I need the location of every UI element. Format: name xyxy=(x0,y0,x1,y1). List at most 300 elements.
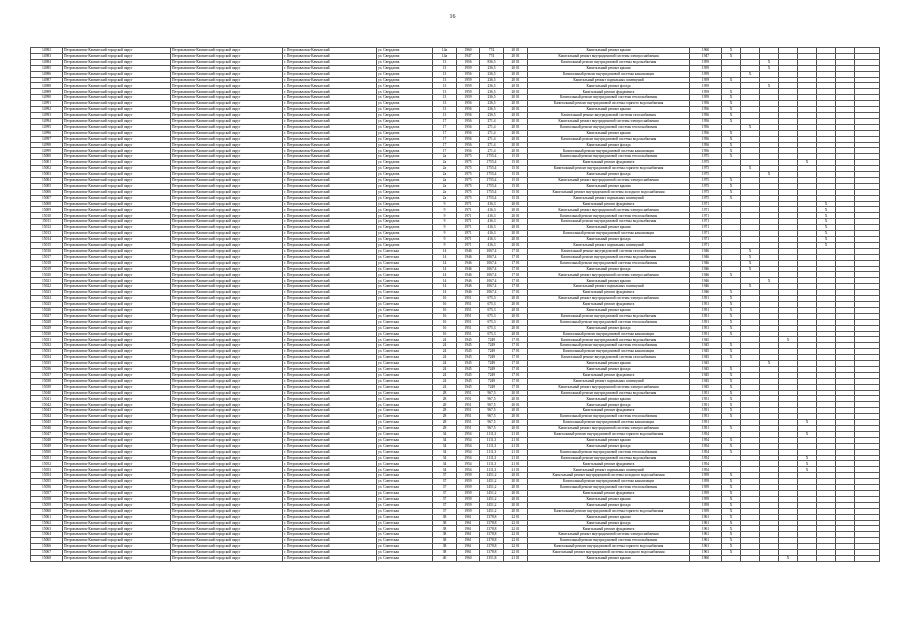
cell-work-type: Капитальный ремонт крыши xyxy=(528,396,690,402)
cell-area: 1067,4 xyxy=(480,290,504,296)
cell-term: 20 01 xyxy=(504,136,528,142)
cell-plan-year: 1946 xyxy=(690,284,722,290)
mark-cell: X xyxy=(722,89,741,95)
cell-municipality: Петропавловск-Камчатский городской округ xyxy=(63,124,171,130)
cell-plan-year: 1961 xyxy=(690,532,722,538)
cell-locality: г. Петропавловск-Камчатский xyxy=(283,384,377,390)
cell-year: 1951 xyxy=(457,402,480,408)
cell-term: 20 01 xyxy=(504,201,528,207)
cell-plan-year: 1961 xyxy=(690,538,722,544)
cell-year: 1945 xyxy=(457,361,480,367)
cell-locality: г. Петропавловск-Камчатский xyxy=(283,284,377,290)
mark-cell: X xyxy=(722,514,741,520)
cell-street: ул. Советская xyxy=(377,396,433,402)
cell-settlement-body: Петропавловск-Камчатский городской округ xyxy=(171,195,283,201)
cell-house: 13 xyxy=(433,59,457,65)
cell-locality: г. Петропавловск-Камчатский xyxy=(283,248,377,254)
mark-cell: X xyxy=(722,378,741,384)
cell-work-type: Капитальный ремонт фундамента xyxy=(528,408,690,414)
cell-work-type: Капитальный ремонт подвальных помещений xyxy=(528,77,690,83)
cell-area: 7249 xyxy=(480,361,504,367)
cell-area: 236,5 xyxy=(480,95,504,101)
cell-house: 24 xyxy=(433,372,457,378)
cell-id: 15059 xyxy=(31,502,63,508)
cell-settlement-body: Петропавловск-Камчатский городской округ xyxy=(171,172,283,178)
cell-term: 17 01 xyxy=(504,372,528,378)
cell-street: ул. Свердлова xyxy=(377,154,433,160)
cell-id: 15041 xyxy=(31,396,63,402)
cell-municipality: Петропавловск-Камчатский городской округ xyxy=(63,65,171,71)
cell-street: ул. Советская xyxy=(377,467,433,473)
cell-settlement-body: Петропавловск-Камчатский городской округ xyxy=(171,349,283,355)
cell-settlement-body: Петропавловск-Камчатский городской округ xyxy=(171,366,283,372)
cell-settlement-body: Петропавловск-Камчатский городской округ xyxy=(171,479,283,485)
cell-id: 15021 xyxy=(31,278,63,284)
cell-id: 15024 xyxy=(31,296,63,302)
cell-year: 1959 xyxy=(457,485,480,491)
cell-work-type: Капитальный ремонт фундамента xyxy=(528,201,690,207)
cell-work-type: Капитальный ремонт фасада xyxy=(528,142,690,148)
cell-locality: г. Петропавловск-Камчатский xyxy=(283,538,377,544)
cell-house: 34 xyxy=(433,449,457,455)
cell-work-type: Капитальный ремонт крыши xyxy=(528,107,690,113)
cell-id: 14993 xyxy=(31,112,63,118)
cell-area: 967,5 xyxy=(480,426,504,432)
cell-term: 15 01 xyxy=(504,154,528,160)
mark-cell: X xyxy=(798,461,817,467)
cell-area: 7249 xyxy=(480,384,504,390)
cell-area: 1378,8 xyxy=(480,550,504,556)
cell-work-type: Капитальный ремонт внутридомовой системы теплоснабжения xyxy=(528,213,690,219)
cell-id: 15019 xyxy=(31,266,63,272)
cell-term: 20 01 xyxy=(504,479,528,485)
cell-house: 16 xyxy=(433,307,457,313)
cell-area: 236,5 xyxy=(480,112,504,118)
mark-cell: X xyxy=(722,372,741,378)
cell-id: 15008 xyxy=(31,201,63,207)
cell-plan-year: 1951 xyxy=(690,301,722,307)
cell-settlement-body: Петропавловск-Камчатский городской округ xyxy=(171,296,283,302)
cell-term: 20 01 xyxy=(504,420,528,426)
cell-id: 15020 xyxy=(31,272,63,278)
cell-year: 1975 xyxy=(457,189,480,195)
cell-year: 1971 xyxy=(457,225,480,231)
cell-area: 675,3 xyxy=(480,319,504,325)
mark-cell: X xyxy=(741,284,760,290)
cell-area: 7249 xyxy=(480,343,504,349)
cell-settlement-body: Петропавловск-Камчатский городской округ xyxy=(171,237,283,243)
cell-year: 1971 xyxy=(457,213,480,219)
cell-year: 1946 xyxy=(457,260,480,266)
cell-house: 13 xyxy=(433,112,457,118)
mark-cell xyxy=(798,555,817,561)
cell-area: 7249 xyxy=(480,337,504,343)
cell-settlement-body: Петропавловск-Камчатский городской округ xyxy=(171,65,283,71)
cell-locality: г. Петропавловск-Камчатский xyxy=(283,431,377,437)
cell-municipality: Петропавловск-Камчатский городской округ xyxy=(63,53,171,59)
cell-street: ул. Советская xyxy=(377,555,433,561)
cell-locality: г. Петропавловск-Камчатский xyxy=(283,189,377,195)
cell-term: 20 01 xyxy=(504,101,528,107)
cell-municipality: Петропавловск-Камчатский городской округ xyxy=(63,177,171,183)
cell-locality: г. Петропавловск-Камчатский xyxy=(283,130,377,136)
cell-year: 1971 xyxy=(457,219,480,225)
cell-locality: г. Петропавловск-Камчатский xyxy=(283,372,377,378)
cell-locality: г. Петропавловск-Камчатский xyxy=(283,254,377,260)
cell-street: ул. Свердлова xyxy=(377,89,433,95)
cell-term: 20 01 xyxy=(504,426,528,432)
cell-street: ул. Советская xyxy=(377,402,433,408)
cell-area: 967,5 xyxy=(480,402,504,408)
cell-municipality: Петропавловск-Камчатский городской округ xyxy=(63,48,171,54)
cell-area: 1755,4 xyxy=(480,166,504,172)
cell-area: 1067,4 xyxy=(480,272,504,278)
cell-street: ул. Советская xyxy=(377,390,433,396)
cell-settlement-body: Петропавловск-Камчатский городской округ xyxy=(171,177,283,183)
cell-work-type: Капитальный ремонт внутридомовой системы электроснабжения xyxy=(528,207,690,213)
cell-settlement-body: Петропавловск-Камчатский городской округ xyxy=(171,231,283,237)
cell-id: 15040 xyxy=(31,390,63,396)
cell-municipality: Петропавловск-Камчатский городской округ xyxy=(63,118,171,124)
cell-street: ул. Свердлова xyxy=(377,225,433,231)
cell-locality: г. Петропавловск-Камчатский xyxy=(283,48,377,54)
cell-term: 20 01 xyxy=(504,53,528,59)
cell-work-type: Капитальный ремонт внутридомовой системы электроснабжения xyxy=(528,384,690,390)
cell-street: ул. Свердлова xyxy=(377,177,433,183)
cell-id: 15012 xyxy=(31,225,63,231)
mark-cell: X xyxy=(722,136,741,142)
page-number: 16 xyxy=(449,14,456,20)
cell-term: 21 01 xyxy=(504,455,528,461)
cell-municipality: Петропавловск-Камчатский городской округ xyxy=(63,408,171,414)
cell-id: 14995 xyxy=(31,124,63,130)
cell-settlement-body: Петропавловск-Камчатский городской округ xyxy=(171,59,283,65)
cell-locality: г. Петропавловск-Камчатский xyxy=(283,266,377,272)
mark-cell: X xyxy=(722,272,741,278)
cell-id: 15056 xyxy=(31,485,63,491)
cell-year: 1945 xyxy=(457,384,480,390)
mark-cell: X xyxy=(722,142,741,148)
cell-term: 21 01 xyxy=(504,555,528,561)
cell-settlement-body: Петропавловск-Камчатский городской округ xyxy=(171,130,283,136)
cell-id: 15022 xyxy=(31,284,63,290)
cell-street: ул. Свердлова xyxy=(377,160,433,166)
cell-plan-year: 1951 xyxy=(690,331,722,337)
cell-work-type: Капитальный ремонт крыши xyxy=(528,307,690,313)
cell-plan-year: 1975 xyxy=(690,154,722,160)
cell-term: 22 01 xyxy=(504,520,528,526)
cell-work-type: Капитальный ремонт внутридомовой системы электроснабжения xyxy=(528,118,690,124)
cell-year: 1951 xyxy=(457,331,480,337)
cell-plan-year: 1947 xyxy=(690,53,722,59)
cell-work-type: Капитальный ремонт фасада xyxy=(528,172,690,178)
cell-locality: г. Петропавловск-Камчатский xyxy=(283,77,377,83)
cell-plan-year: 1960 xyxy=(690,48,722,54)
cell-house: 16 xyxy=(433,331,457,337)
cell-area: 967,5 xyxy=(480,390,504,396)
cell-plan-year: 1951 xyxy=(690,390,722,396)
cell-house: 14а xyxy=(433,53,457,59)
cell-plan-year: 1945 xyxy=(690,366,722,372)
cell-term: 20 01 xyxy=(504,95,528,101)
cell-settlement-body: Петропавловск-Камчатский городской округ xyxy=(171,461,283,467)
mark-cell: X xyxy=(817,213,836,219)
cell-year: 1951 xyxy=(457,408,480,414)
cell-term: 20 01 xyxy=(504,485,528,491)
cell-plan-year: 1961 xyxy=(690,544,722,550)
cell-id: 15014 xyxy=(31,237,63,243)
cell-id: 14984 xyxy=(31,59,63,65)
cell-house: 34 xyxy=(433,467,457,473)
cell-locality: г. Петропавловск-Камчатский xyxy=(283,172,377,178)
cell-plan-year: 1956 xyxy=(690,107,722,113)
cell-term: 22 01 xyxy=(504,532,528,538)
cell-locality: г. Петропавловск-Камчатский xyxy=(283,361,377,367)
cell-id: 15025 xyxy=(31,301,63,307)
cell-settlement-body: Петропавловск-Камчатский городской округ xyxy=(171,307,283,313)
cell-term: 20 01 xyxy=(504,402,528,408)
cell-municipality: Петропавловск-Камчатский городской округ xyxy=(63,148,171,154)
cell-plan-year: 1945 xyxy=(690,355,722,361)
cell-area: 1067,4 xyxy=(480,248,504,254)
cell-municipality: Петропавловск-Камчатский городской округ xyxy=(63,449,171,455)
mark-cell xyxy=(855,555,880,561)
cell-work-type: Капитальный ремонт внутридомовой системы теплоснабжения xyxy=(528,95,690,101)
cell-plan-year: 1975 xyxy=(690,177,722,183)
cell-work-type: Капитальный ремонт внутридомовой системы горячего водоснабжения xyxy=(528,101,690,107)
cell-settlement-body: Петропавловск-Камчатский городской округ xyxy=(171,408,283,414)
cell-id: 15068 xyxy=(31,555,63,561)
cell-year: 1946 xyxy=(457,290,480,296)
cell-work-type: Капитальный ремонт фундамента xyxy=(528,160,690,166)
cell-settlement-body: Петропавловск-Камчатский городской округ xyxy=(171,526,283,532)
cell-area: 1378,8 xyxy=(480,514,504,520)
mark-cell: X xyxy=(798,420,817,426)
cell-house: 9 xyxy=(433,213,457,219)
cell-house: 16 xyxy=(433,301,457,307)
cell-locality: г. Петропавловск-Камчатский xyxy=(283,59,377,65)
cell-id: 15054 xyxy=(31,473,63,479)
mark-cell: X xyxy=(741,254,760,260)
cell-id: 15023 xyxy=(31,290,63,296)
cell-locality: г. Петропавловск-Камчатский xyxy=(283,461,377,467)
cell-year: 1945 xyxy=(457,355,480,361)
cell-settlement-body: Петропавловск-Камчатский городской округ xyxy=(171,467,283,473)
cell-area: 675,3 xyxy=(480,296,504,302)
cell-street: ул. Советская xyxy=(377,508,433,514)
cell-year: 1956 xyxy=(457,71,480,77)
cell-house: 13 xyxy=(433,107,457,113)
cell-area: 1755,4 xyxy=(480,177,504,183)
cell-municipality: Петропавловск-Камчатский городской округ xyxy=(63,366,171,372)
cell-locality: г. Петропавловск-Камчатский xyxy=(283,231,377,237)
cell-settlement-body: Петропавловск-Камчатский городской округ xyxy=(171,53,283,59)
cell-term: 20 01 xyxy=(504,225,528,231)
cell-plan-year: 1975 xyxy=(690,172,722,178)
cell-plan-year: 1946 xyxy=(690,272,722,278)
cell-house: 24 xyxy=(433,378,457,384)
cell-municipality: Петропавловск-Камчатский городской округ xyxy=(63,520,171,526)
cell-id: 15011 xyxy=(31,219,63,225)
cell-plan-year: 1946 xyxy=(690,266,722,272)
cell-work-type: Капитальный ремонт внутридомовой системы канализации xyxy=(528,420,690,426)
cell-street: ул. Советская xyxy=(377,290,433,296)
cell-settlement-body: Петропавловск-Камчатский городской округ xyxy=(171,266,283,272)
cell-plan-year: 1946 xyxy=(690,260,722,266)
cell-plan-year: 1961 xyxy=(690,520,722,526)
cell-area: 967,5 xyxy=(480,420,504,426)
cell-street: ул. Свердлова xyxy=(377,71,433,77)
cell-id: 15029 xyxy=(31,325,63,331)
cell-work-type: Капитальный ремонт внутридомовой системы теплоснабжения xyxy=(528,485,690,491)
cell-work-type: Капитальный ремонт фасада xyxy=(528,443,690,449)
cell-id: 15065 xyxy=(31,538,63,544)
mark-cell xyxy=(817,555,836,561)
cell-house: 38 xyxy=(433,520,457,526)
cell-id: 15053 xyxy=(31,467,63,473)
cell-plan-year: 1959 xyxy=(690,479,722,485)
cell-area: 675,3 xyxy=(480,301,504,307)
cell-settlement-body: Петропавловск-Камчатский городской округ xyxy=(171,538,283,544)
cell-street: ул. Советская xyxy=(377,296,433,302)
cell-term: 20 01 xyxy=(504,118,528,124)
cell-term: 20 01 xyxy=(504,107,528,113)
cell-plan-year: 1946 xyxy=(690,278,722,284)
cell-id: 15000 xyxy=(31,154,63,160)
cell-work-type: Капитальный ремонт внутридомовой системы холодного водоснабжения xyxy=(528,189,690,195)
cell-locality: г. Петропавловск-Камчатский xyxy=(283,420,377,426)
cell-house: 28 xyxy=(433,396,457,402)
mark-cell: X xyxy=(741,260,760,266)
cell-settlement-body: Петропавловск-Камчатский городской округ xyxy=(171,71,283,77)
cell-locality: г. Петропавловск-Камчатский xyxy=(283,325,377,331)
cell-locality: г. Петропавловск-Камчатский xyxy=(283,242,377,248)
cell-house: 24 xyxy=(433,355,457,361)
cell-locality: г. Петропавловск-Камчатский xyxy=(283,414,377,420)
cell-municipality: Петропавловск-Камчатский городской округ xyxy=(63,166,171,172)
cell-term: 21 01 xyxy=(504,467,528,473)
cell-settlement-body: Петропавловск-Камчатский городской округ xyxy=(171,301,283,307)
cell-street: ул. Советская xyxy=(377,355,433,361)
cell-settlement-body: Петропавловск-Камчатский городской округ xyxy=(171,514,283,520)
cell-street: ул. Свердлова xyxy=(377,166,433,172)
cell-year: 1971 xyxy=(457,231,480,237)
cell-municipality: Петропавловск-Камчатский городской округ xyxy=(63,461,171,467)
cell-year: 1951 xyxy=(457,426,480,432)
cell-settlement-body: Петропавловск-Камчатский городской округ xyxy=(171,183,283,189)
cell-settlement-body: Петропавловск-Камчатский городской округ xyxy=(171,550,283,556)
mark-cell: X xyxy=(722,343,741,349)
cell-house: 37 xyxy=(433,479,457,485)
cell-settlement-body: Петропавловск-Камчатский городской округ xyxy=(171,77,283,83)
cell-municipality: Петропавловск-Камчатский городской округ xyxy=(63,59,171,65)
cell-house: 17 xyxy=(433,118,457,124)
cell-plan-year: 1971 xyxy=(690,242,722,248)
cell-house: 9 xyxy=(433,219,457,225)
cell-house: 34 xyxy=(433,443,457,449)
cell-term: 20 01 xyxy=(504,48,528,54)
cell-area: 7249 xyxy=(480,372,504,378)
cell-work-type: Капитальный ремонт внутридомовой системы канализации xyxy=(528,479,690,485)
cell-year: 1959 xyxy=(457,65,480,71)
cell-municipality: Петропавловск-Камчатский городской округ xyxy=(63,349,171,355)
cell-house: 14 xyxy=(433,278,457,284)
cell-settlement-body: Петропавловск-Камчатский городской округ xyxy=(171,337,283,343)
mark-cell: X xyxy=(722,307,741,313)
cell-term: 20 01 xyxy=(504,207,528,213)
cell-id: 15048 xyxy=(31,437,63,443)
mark-cell: X xyxy=(722,396,741,402)
mark-cell: X xyxy=(722,473,741,479)
cell-municipality: Петропавловск-Камчатский городской округ xyxy=(63,479,171,485)
cell-locality: г. Петропавловск-Камчатский xyxy=(283,313,377,319)
cell-plan-year: 1959 xyxy=(690,77,722,83)
cell-year: 1961 xyxy=(457,526,480,532)
cell-municipality: Петропавловск-Камчатский городской округ xyxy=(63,201,171,207)
cell-settlement-body: Петропавловск-Камчатский городской округ xyxy=(171,496,283,502)
cell-area: 675,3 xyxy=(480,307,504,313)
mark-cell xyxy=(836,555,855,561)
cell-id: 15055 xyxy=(31,479,63,485)
cell-locality: г. Петропавловск-Камчатский xyxy=(283,467,377,473)
cell-settlement-body: Петропавловск-Камчатский городской округ xyxy=(171,48,283,54)
cell-locality: г. Петропавловск-Камчатский xyxy=(283,201,377,207)
cell-locality: г. Петропавловск-Камчатский xyxy=(283,508,377,514)
cell-plan-year: 1959 xyxy=(690,496,722,502)
cell-municipality: Петропавловск-Камчатский городской округ xyxy=(63,455,171,461)
cell-locality: г. Петропавловск-Камчатский xyxy=(283,355,377,361)
cell-area: 675,3 xyxy=(480,331,504,337)
cell-term: 20 01 xyxy=(504,325,528,331)
cell-plan-year: 1951 xyxy=(690,396,722,402)
cell-house: 37 xyxy=(433,485,457,491)
cell-street: ул. Советская xyxy=(377,496,433,502)
mark-cell: X xyxy=(722,154,741,160)
cell-municipality: Петропавловск-Камчатский городской округ xyxy=(63,225,171,231)
mark-cell: X xyxy=(722,53,741,59)
cell-settlement-body: Петропавловск-Камчатский городской округ xyxy=(171,148,283,154)
cell-id: 14996 xyxy=(31,130,63,136)
cell-year: 1961 xyxy=(457,520,480,526)
cell-year: 1961 xyxy=(457,532,480,538)
cell-street: ул. Советская xyxy=(377,431,433,437)
cell-locality: г. Петропавловск-Камчатский xyxy=(283,219,377,225)
cell-municipality: Петропавловск-Камчатский городской округ xyxy=(63,231,171,237)
cell-year: 1951 xyxy=(457,325,480,331)
cell-year: 1959 xyxy=(457,496,480,502)
cell-municipality: Петропавловск-Камчатский городской округ xyxy=(63,550,171,556)
mark-cell: X xyxy=(760,59,779,65)
cell-work-type: Капитальный ремонт внутридомовой системы холодного водоснабжения xyxy=(528,550,690,556)
mark-cell: X xyxy=(798,160,817,166)
cell-municipality: Петропавловск-Камчатский городской округ xyxy=(63,496,171,502)
cell-term: 17 01 xyxy=(504,248,528,254)
cell-settlement-body: Петропавловск-Камчатский городской округ xyxy=(171,83,283,89)
mark-cell: X xyxy=(722,177,741,183)
cell-settlement-body: Петропавловск-Камчатский городской округ xyxy=(171,225,283,231)
cell-area: 271,4 xyxy=(480,142,504,148)
cell-locality: г. Петропавловск-Камчатский xyxy=(283,101,377,107)
cell-id: 15027 xyxy=(31,313,63,319)
cell-house: 24 xyxy=(433,337,457,343)
mark-cell: X xyxy=(722,502,741,508)
cell-municipality: Петропавловск-Камчатский городской округ xyxy=(63,266,171,272)
cell-area: 1378,8 xyxy=(480,538,504,544)
cell-id: 15064 xyxy=(31,532,63,538)
cell-settlement-body: Петропавловск-Камчатский городской округ xyxy=(171,166,283,172)
cell-id: 15031 xyxy=(31,337,63,343)
cell-area: 1111,3 xyxy=(480,461,504,467)
